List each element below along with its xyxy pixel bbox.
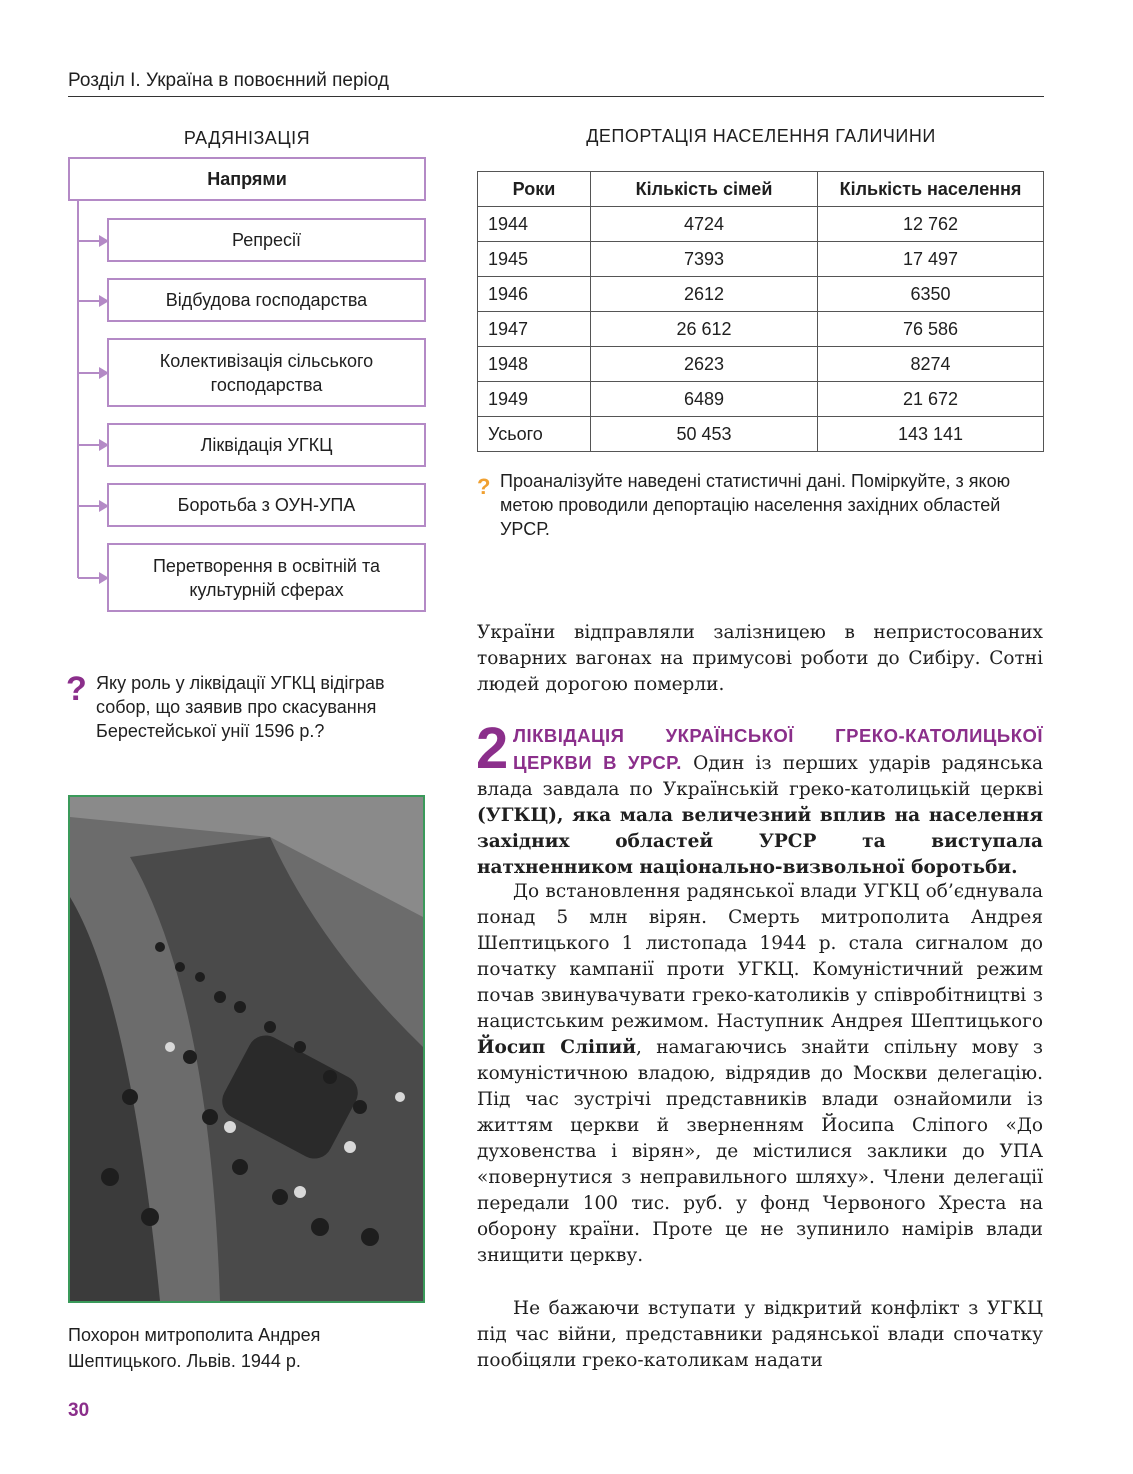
table-title: ДЕПОРТАЦІЯ НАСЕЛЕННЯ ГАЛИЧИНИ [586, 126, 936, 146]
question-mark-icon: ? [477, 474, 491, 499]
diagram-title: РАДЯНІЗАЦІЯ [183, 128, 311, 148]
diagram-arrow [78, 240, 108, 242]
diagram-arrow [78, 505, 108, 507]
table-cell: 76 586 [818, 312, 1044, 347]
table-cell: 1945 [478, 242, 591, 277]
section-number: 2 [476, 716, 509, 781]
table-cell: 1948 [478, 347, 591, 382]
table-cell: 143 141 [818, 417, 1044, 452]
section-title: ЛІКВІДАЦІЯ УКРАЇНСЬКОЇ ГРЕКО-КАТОЛИЦЬКОЇ ЦЕРКВИ В УРСР. [513, 725, 1043, 773]
table-cell: Усього [478, 417, 591, 452]
paragraph: До встановлення радянської влади УГКЦ об’єднувала понад 5 млн вірян. Смерть митрополита Андрея Шептицького 1 листопада 1944 р. стала сигналом до початку кампанії проти УГКЦ. Комуністичний режим почав звинувачувати греко-католиків у співробітництві з нацистським режимом. Наступник Андрея Шептицького Йосип Сліпий, намагаючись знайти спільну мову з комуністичною владою, відрядив до Москви делегацію. Під час зустрічі представників влади ознайомили із життям церкви й зверненням Йосипа Сліпого «До духовенства і вірян», де містилися заклики до УПА «повернутися з неправильного шляху». Члени делегації передали 100 тис. руб. у фонд Червоного Хреста на оборону країни. Проте це не зупинило намірів влади знищити церкву. [477, 881, 1043, 1266]
table-cell: 50 453 [591, 417, 818, 452]
paragraph-section-intro: ЛІКВІДАЦІЯ УКРАЇНСЬКОЇ ГРЕКО-КАТОЛИЦЬКОЇ ЦЕРКВИ В УРСР. Один із перших ударів радянська влада завдала по Українській греко-католицькій церкві (УГКЦ), яка мала величезний вплив на населення західних областей УРСР та виступала натхненником національно-визвольної боротьби. [477, 725, 1044, 878]
table-row [478, 312, 1044, 347]
table-cell: 26 612 [591, 312, 818, 347]
table-cell: 21 672 [818, 382, 1044, 417]
table-cell: 4724 [591, 207, 818, 242]
table-row [478, 277, 1044, 312]
table-cell: 2623 [591, 347, 818, 382]
funeral-photo [68, 795, 425, 1303]
table-cell: 1944 [478, 207, 591, 242]
table-cell: 1947 [478, 312, 591, 347]
paragraph-continuation: України відправляли залізницею в непристосованих товарних вагонах на примусові роботи до Сибіру. Сотні людей дорогою померли. [477, 622, 1043, 695]
diagram-item: Перетворення в освітній та культурній сферах [107, 543, 426, 612]
table-row [478, 242, 1044, 277]
table-row-total [478, 417, 1044, 452]
table-cell: 1949 [478, 382, 591, 417]
photo-caption: Похорон митрополита Андрея Шептицького. Львів. 1944 р. [68, 1325, 321, 1371]
table-cell: 7393 [591, 242, 818, 277]
table-row [478, 207, 1044, 242]
diagram-item: Репресії [107, 218, 426, 262]
table-header-cell: Роки [478, 172, 591, 207]
diagram-arrow [78, 372, 108, 374]
table-row [478, 382, 1044, 417]
table-header-row [478, 172, 1044, 207]
diagram-head-box: Напрями [68, 157, 426, 201]
question-text: Яку роль у ліквідації УГКЦ відіграв собор, що заявив про скасування Берестейської унії 1596 р.? [96, 673, 385, 741]
table-header-cell: Кількість населення [818, 172, 1044, 207]
table-cell: 6350 [818, 277, 1044, 312]
deportation-table [477, 171, 1044, 452]
diagram-item: Боротьба з ОУН-УПА [107, 483, 426, 527]
table-cell: 2612 [591, 277, 818, 312]
table-cell: 8274 [818, 347, 1044, 382]
diagram-arrow [78, 577, 108, 579]
diagram-item: Колективізація сільського господарства [107, 338, 426, 407]
header-divider [68, 96, 1044, 97]
question-text: Проаналізуйте наведені статистичні дані. Поміркуйте, з якою метою проводили депортацію населення західних областей УРСР. [500, 471, 1011, 539]
diagram-arrow [78, 444, 108, 446]
paragraph: Не бажаючи вступати у відкритий конфлікт з УГКЦ під час війни, представники радянської влади спочатку пообіцяли греко-католикам надати [477, 1298, 1043, 1371]
question-mark-icon: ? [66, 670, 87, 708]
diagram-item: Ліквідація УГКЦ [107, 423, 426, 467]
running-header: Розділ І. Україна в повоєнний період [68, 70, 390, 91]
diagram-item: Відбудова господарства [107, 278, 426, 322]
table-header-cell: Кількість сімей [591, 172, 818, 207]
table-cell: 6489 [591, 382, 818, 417]
table-cell: 17 497 [818, 242, 1044, 277]
diagram-arrow [78, 300, 108, 302]
table-cell: 1946 [478, 277, 591, 312]
diagram-connector-line [77, 201, 79, 578]
table-row [478, 347, 1044, 382]
page-number: 30 [68, 1400, 90, 1421]
table-cell: 12 762 [818, 207, 1044, 242]
